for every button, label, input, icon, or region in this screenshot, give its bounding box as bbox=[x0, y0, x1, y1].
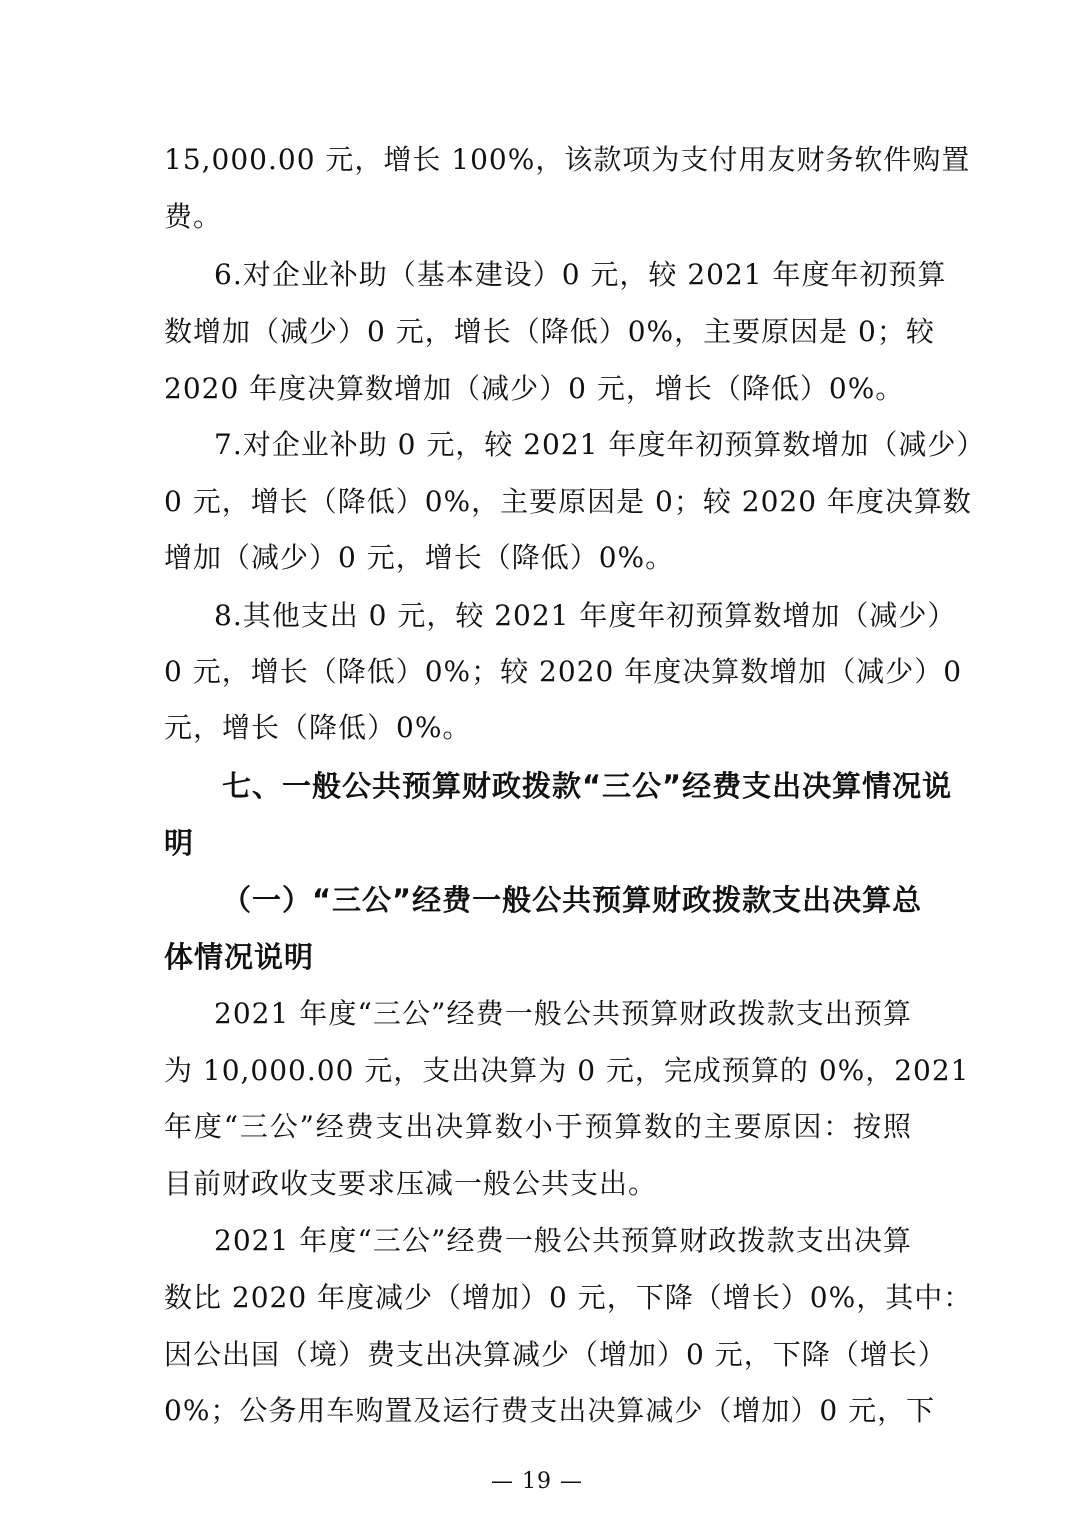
body-text-line: 0%；公务用车购置及运行费支出决算减少（增加）0 元，下 bbox=[164, 1394, 936, 1427]
page-number: — 19 — bbox=[491, 1469, 583, 1494]
body-text-line: 因公出国（境）费支出决算减少（增加）0 元，下降（增长） bbox=[164, 1338, 947, 1371]
body-text-line: 2020 年度决算数增加（减少）0 元，增长（降低）0%。 bbox=[164, 372, 905, 405]
body-text-line: 8.其他支出 0 元，较 2021 年度年初预算数增加（减少） bbox=[214, 599, 957, 632]
section-heading: 七、一般公共预算财政拨款“三公”经费支出决算情况说 bbox=[222, 769, 953, 803]
body-text-line: 2021 年度“三公”经费一般公共预算财政拨款支出预算 bbox=[214, 997, 912, 1030]
body-text-line: 费。 bbox=[164, 200, 223, 233]
body-text-line: 年度“三公”经费支出决算数小于预算数的主要原因：按照 bbox=[164, 1110, 912, 1143]
body-text-line: 0 元，增长（降低）0%，主要原因是 0；较 2020 年度决算数 bbox=[164, 485, 972, 518]
body-text-line: 数增加（减少）0 元，增长（降低）0%，主要原因是 0；较 bbox=[164, 315, 935, 348]
body-text-line: 6.对企业补助（基本建设）0 元，较 2021 年度年初预算 bbox=[214, 258, 947, 291]
body-text-line: 元，增长（降低）0%。 bbox=[164, 711, 472, 744]
body-text-line: 数比 2020 年度减少（增加）0 元，下降（增长）0%，其中： bbox=[164, 1281, 973, 1314]
body-text-line: 0 元，增长（降低）0%；较 2020 年度决算数增加（减少）0 bbox=[164, 655, 963, 688]
body-text-line: 目前财政收支要求压减一般公共支出。 bbox=[164, 1167, 658, 1200]
body-text-line: 2021 年度“三公”经费一般公共预算财政拨款支出决算 bbox=[214, 1224, 912, 1257]
body-text-line: 7.对企业补助 0 元，较 2021 年度年初预算数增加（减少） bbox=[214, 428, 986, 461]
subsection-heading: 体情况说明 bbox=[164, 940, 315, 974]
body-text-line: 15,000.00 元，增长 100%，该款项为支付用友财务软件购置 bbox=[164, 143, 971, 176]
body-text-line: 为 10,000.00 元，支出决算为 0 元，完成预算的 0%，2021 bbox=[164, 1054, 970, 1087]
subsection-heading: （一）“三公”经费一般公共预算财政拨款支出决算总 bbox=[222, 883, 923, 917]
body-text-line: 增加（减少）0 元，增长（降低）0%。 bbox=[164, 541, 675, 574]
section-heading: 明 bbox=[164, 826, 195, 860]
